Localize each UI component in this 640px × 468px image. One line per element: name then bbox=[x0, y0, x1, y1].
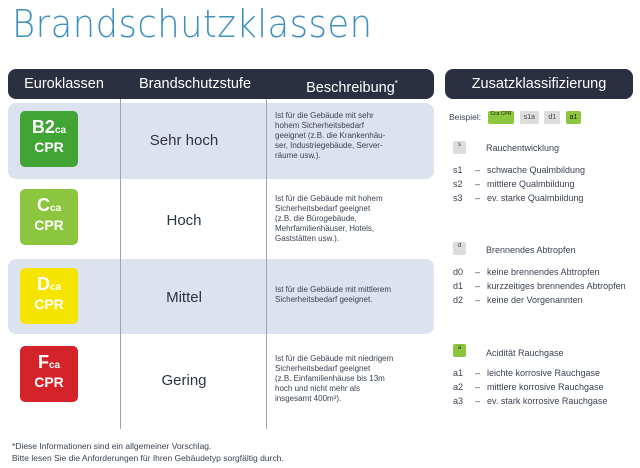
description-line: Ist für die Gebäude mit niedrigem bbox=[275, 354, 394, 363]
list-item bbox=[453, 368, 600, 378]
description-line: Gaststätten usw.). bbox=[275, 234, 340, 243]
item-code: a1 bbox=[453, 368, 464, 378]
item-code: a2 bbox=[453, 382, 464, 392]
description bbox=[275, 111, 435, 161]
list-item bbox=[453, 267, 600, 277]
item-dash: – bbox=[475, 193, 481, 203]
footnote-line: *Diese Informationen sind ein allgemeiner Vorschlag. bbox=[12, 441, 212, 451]
badge-cpr: CPR bbox=[34, 296, 64, 312]
item-text: ev. stark korrosive Rauchgase bbox=[487, 396, 608, 406]
badge-letter-text: F bbox=[37, 352, 49, 372]
badge-letter bbox=[20, 352, 78, 376]
badge-letter-text: B2 bbox=[31, 117, 55, 137]
level-label: Gering bbox=[161, 372, 207, 389]
list-item bbox=[453, 179, 575, 189]
class-chip-s bbox=[453, 141, 466, 154]
item-dash: – bbox=[475, 267, 481, 277]
description-line: ser, Industriegebäude, Server- bbox=[275, 141, 383, 150]
level-label: Sehr hoch bbox=[149, 132, 219, 149]
group-title: Brennendes Abtropfen bbox=[486, 245, 576, 255]
footnote-line: Bitte lesen Sie die Anforderungen für Ihren Gebäudetyp sorgfältig durch. bbox=[12, 453, 284, 463]
description-line: Sicherheitsbedarf geeignet bbox=[275, 364, 371, 373]
class-chip-key: d bbox=[457, 243, 462, 249]
example-chip-acid: a1 bbox=[566, 111, 582, 124]
badge-sub: ca bbox=[49, 282, 62, 293]
description-line: insgesamt 400m²). bbox=[275, 394, 342, 403]
item-code: s1 bbox=[453, 165, 463, 175]
group-title: Rauchentwicklung bbox=[486, 143, 560, 153]
badge-cpr: CPR bbox=[34, 217, 64, 233]
item-text: mittlere Qualmbildung bbox=[487, 179, 575, 189]
column-divider bbox=[266, 99, 267, 429]
euroclass-badge-d bbox=[20, 268, 78, 324]
description-line: Sicherheitsbedarf geeignet. bbox=[275, 295, 373, 304]
description bbox=[275, 354, 435, 404]
item-code: s3 bbox=[453, 193, 463, 203]
item-dash: – bbox=[475, 368, 481, 378]
item-dash: – bbox=[475, 281, 481, 291]
item-text: mittlere korrosive Rauchgase bbox=[487, 382, 604, 392]
list-item bbox=[453, 281, 626, 291]
list-item bbox=[453, 382, 604, 392]
item-code: d2 bbox=[453, 295, 464, 305]
badge-sub: ca bbox=[54, 125, 67, 136]
header-brandschutzstufe: Brandschutzstufe bbox=[138, 76, 252, 92]
example-chip-euroclass bbox=[488, 111, 515, 124]
description-line: Sicherheitsbedarf geeignet bbox=[275, 204, 371, 213]
item-code: d1 bbox=[453, 281, 464, 291]
list-item bbox=[453, 396, 607, 406]
item-dash: – bbox=[475, 396, 481, 406]
example-label: Beispiel: bbox=[449, 111, 482, 122]
class-chip-a bbox=[453, 344, 466, 357]
item-text: schwache Qualmbildung bbox=[487, 165, 586, 175]
description-line: hohem Sicherheitsbedarf bbox=[275, 121, 364, 130]
item-code: a3 bbox=[453, 396, 464, 406]
item-text: leichte korrosive Rauchgase bbox=[487, 368, 601, 378]
euroclass-badge-f bbox=[20, 346, 78, 402]
list-item bbox=[453, 193, 583, 203]
description-line: hoch und nicht mehr als bbox=[275, 384, 360, 393]
badge-sub: ca bbox=[48, 360, 61, 371]
badge-letter bbox=[20, 195, 78, 219]
description-line: Ist für die Gebäude mit hohem bbox=[275, 194, 383, 203]
item-dash: – bbox=[475, 295, 481, 305]
description-line: Mehrfamilienhäuser, Hotels, bbox=[275, 224, 375, 233]
badge-cpr: CPR bbox=[34, 139, 64, 155]
header-zusatzklassifizierung: Zusatzklassifizierung bbox=[445, 69, 633, 99]
description-line: räume usw.). bbox=[275, 151, 321, 160]
badge-letter bbox=[20, 117, 78, 141]
list-item bbox=[453, 295, 583, 305]
description-line: Ist für die Gebäude mit sehr bbox=[275, 111, 374, 120]
item-dash: – bbox=[475, 179, 481, 189]
badge-letter bbox=[20, 274, 78, 298]
class-chip-key: s bbox=[458, 142, 461, 148]
description-line: (z.B. Einfamilienhäuse bis 13m bbox=[275, 374, 385, 383]
example-row bbox=[449, 111, 635, 124]
item-text: kurzzeitiges brennendes Abtropfen bbox=[487, 281, 626, 291]
table-header bbox=[8, 69, 434, 99]
euroclass-badge-c bbox=[20, 189, 78, 245]
euroclass-badge-b2 bbox=[20, 111, 78, 167]
item-text: ev. starke Qualmbildung bbox=[487, 193, 584, 203]
item-text: keine brennendes Abtropfen bbox=[487, 267, 600, 277]
description bbox=[275, 194, 435, 244]
header-euroklassen: Euroklassen bbox=[24, 76, 104, 92]
item-text: keine der Vorgenannten bbox=[487, 295, 583, 305]
page-title: Brandschutzklassen bbox=[12, 2, 373, 46]
badge-letter-text: C bbox=[36, 195, 50, 215]
example-chip-drip: d1 bbox=[544, 111, 560, 124]
level-label: Hoch bbox=[166, 212, 202, 229]
description-line: Ist für die Gebäude mit mittlerem bbox=[275, 285, 392, 294]
description-line: (z.B. die Bürogebäude, bbox=[275, 214, 357, 223]
level-label: Mittel bbox=[166, 289, 202, 306]
badge-letter-text: D bbox=[36, 274, 50, 294]
item-code: d0 bbox=[453, 267, 464, 277]
header-beschreibung-label: Beschreibung bbox=[306, 79, 395, 96]
header-beschreibung bbox=[270, 69, 434, 99]
description-line: geeignet (z.B. die Krankenhäu- bbox=[275, 131, 386, 140]
description bbox=[275, 285, 435, 305]
example-chip-smoke: s1a bbox=[520, 111, 539, 124]
item-code: s2 bbox=[453, 179, 463, 189]
class-chip-d bbox=[453, 242, 466, 255]
footnote-mark: * bbox=[394, 79, 398, 88]
badge-cpr: CPR bbox=[34, 374, 64, 390]
group-title: Acidität Rauchgase bbox=[486, 348, 564, 358]
list-item bbox=[453, 165, 585, 175]
example-chip-text: Cca CPR bbox=[490, 111, 512, 117]
badge-sub: ca bbox=[49, 203, 62, 214]
item-dash: – bbox=[475, 165, 481, 175]
class-chip-key: a bbox=[457, 345, 462, 351]
item-dash: – bbox=[475, 382, 481, 392]
